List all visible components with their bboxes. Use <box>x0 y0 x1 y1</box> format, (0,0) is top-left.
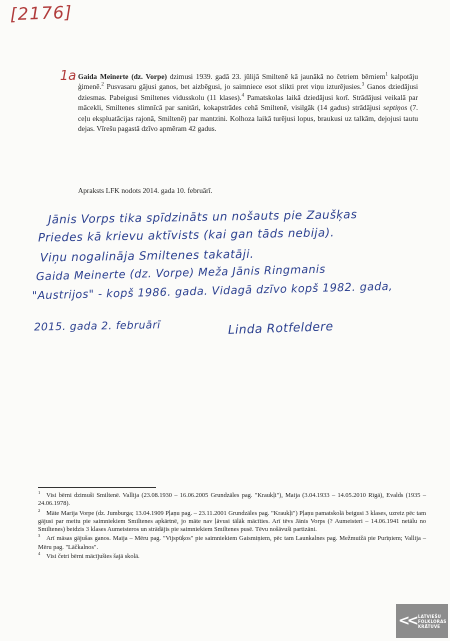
person-name: Gaida Meinerte (dz. Vorpe) <box>78 72 167 81</box>
main-text-6: (7. ceļu ekspluatācijas rajonā, Smiltenē) par mantzini. Kolhoza laikā turējusi lopus, braukusi uz talkām, dejojusi tautu dejas. Vīrešu pagastā dzīvo apmēram 42 gadus. <box>78 103 418 134</box>
handwritten-line-1: Jānis Vorps tika spīdzināts un nošauts pie Zaušķas <box>47 207 358 227</box>
handwritten-line-3: Viņu nogalināja Smiltenes takatāji. <box>39 246 255 265</box>
main-text-italic: septiņos <box>383 103 408 113</box>
footnote-text: Māte Marija Vorpe (dz. Jumburga; 13.04.1909 Pļaņu pag. – 23.11.2001 Grundzāles pag. "Kraukļi") Pļaņu pamatskolā beigusi 3 klases, uzreiz pēc tam gājusi par meitu pie saimniekiem Smiltenes apkārtnē, jo māte nav ļāvusi tālāk mācīties. Arī tēvs Jānis Vorps (? Aumeisteri – 14.06.1941 netālu no Smiltenes) beidzis 3 klases Aumeisteros un strādājis pie saimniekiem Smiltenes pusē. Tēvu nošāvuši partizāni. <box>38 509 426 534</box>
record-note: Apraksts LFK nodots 2014. gada 10. februārī. <box>78 186 213 195</box>
footnotes <box>38 489 426 562</box>
footnote-ref-1[interactable]: 1 <box>385 72 388 78</box>
footnote-ref-4[interactable]: 4 <box>241 93 245 99</box>
archive-reference: [2176] <box>9 2 73 26</box>
main-text-2: kalpotāju ģimenē. <box>78 72 418 92</box>
handwritten-line-5: "Austrijos" - kopš 1986. gada. Vidagā dzīvo kopš 1982. gada, <box>31 279 393 303</box>
main-text-3: Pusvasaru gājusi ganos, bet aizbēgusi, jo saimniece esot slikti pret viņu izturējusies. <box>103 82 362 92</box>
footnote-number: 2 <box>38 507 41 513</box>
footnote <box>38 489 426 509</box>
footnote-divider <box>38 487 156 488</box>
footnote-ref-3[interactable]: 3 <box>361 82 365 88</box>
footnote-text: Visi četri bērni mācījušies šajā skolā. <box>46 553 140 561</box>
archive-logo <box>396 604 448 638</box>
footnote-ref-2[interactable]: 2 <box>101 82 104 88</box>
logo-line-1: LATVIEŠU <box>418 613 442 619</box>
footnote <box>38 507 426 535</box>
footnote <box>38 535 426 552</box>
logo-line-2: FOLKLORAS <box>418 618 447 624</box>
handwritten-date: 2015. gada 2. februārī <box>33 319 161 334</box>
paragraph-mark: 1a <box>60 69 77 84</box>
main-paragraph <box>78 72 418 134</box>
footnote-text: Arī māsas gājušas ganos. Maija – Mēru pag. "Vijspūķos" pie saimniekiem Gaismiņiem, pēc tam Launkalnes pag. Mežmuižā pie Purīņiem; Vallija – Mēru pag. "Lāčkalnos". <box>38 535 426 551</box>
footnote-text: Visi bērni dzimuši Smiltenē. Vallija (23.08.1930 – 16.06.2005 Grundzāles pag. "Kraukļi"), Maija (3.04.1933 – 14.05.2010 Rīgā), Evalds (1935 – 24.06.1978). <box>38 492 426 508</box>
logo-chevron-icon: << <box>398 613 416 629</box>
main-text-4: Ganos dziedājusi dziesmas. Pabeigusi Smiltenes vidusskolu (11 klases). <box>78 82 418 102</box>
main-text-5: Pamatskolas laikā dziedājusi korī. Strādājusi veikalā par mācekli, Smiltenes slimnīcā par sanitāri, kokapstrādes cehā Smiltenē, visilgāk (14 gadus) strādājusi <box>78 92 418 113</box>
logo-text <box>418 614 446 629</box>
handwritten-line-2: Priedes kā krievu aktīvists (kai gan tāds nebija). <box>37 225 335 245</box>
footnote-number: 3 <box>38 533 41 539</box>
logo-line-3: KRĀTUVE <box>418 623 441 629</box>
footnote-number: 4 <box>38 550 41 556</box>
handwritten-line-4: Gaida Meinerte (dz. Vorpe) Meža Jānis Ringmanis <box>35 262 326 284</box>
main-text-1: dzimusi 1939. gadā 23. jūlijā Smiltenē kā jaunākā no četriem bērniem <box>166 72 386 81</box>
footnote-number: 1 <box>38 489 41 495</box>
footnote <box>38 550 426 561</box>
handwritten-signature: Linda Rotfeldere <box>227 319 334 337</box>
